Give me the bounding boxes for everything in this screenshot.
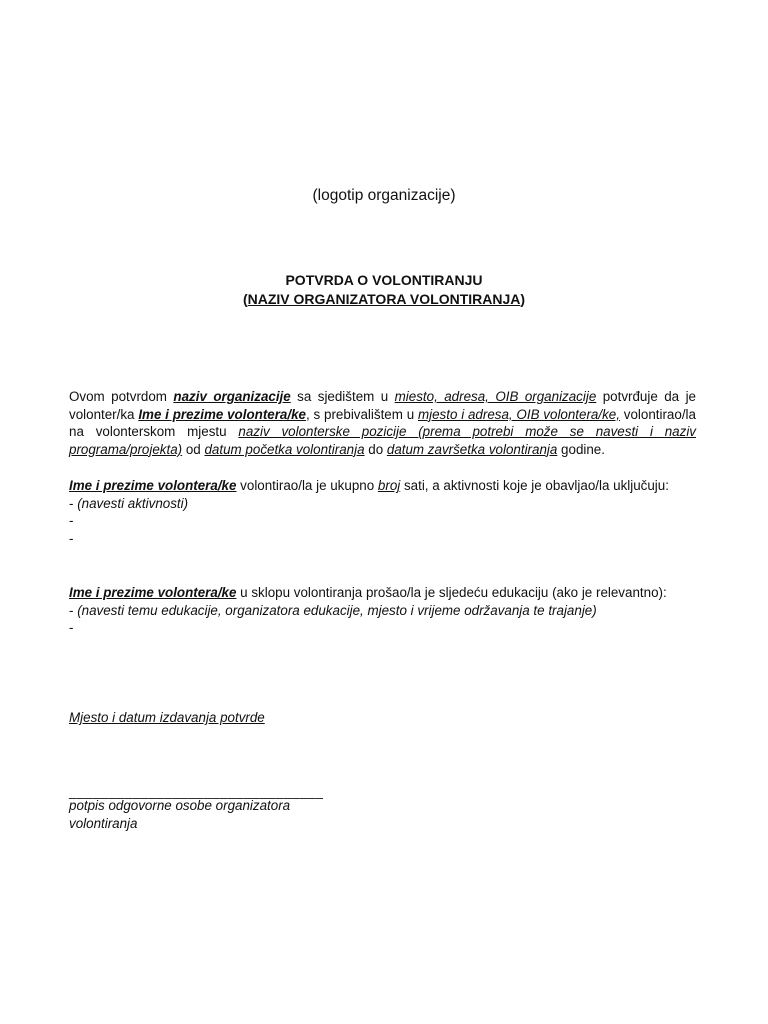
close-paren: )	[520, 291, 526, 307]
volunteer-address-field: mjesto i adresa, OIB volontera/ke,	[417, 406, 620, 422]
title-line: POTVRDA O VOLONTIRANJU	[285, 272, 483, 288]
confirmation-paragraph	[69, 388, 696, 458]
text: sati, a aktivnosti koje je obavljao/la uključuju:	[400, 478, 669, 493]
list-item: - (navesti aktivnosti)	[69, 495, 189, 511]
text: sa sjedištem u	[290, 389, 395, 404]
education-paragraph	[69, 584, 696, 637]
document-title	[0, 271, 768, 309]
organizer-line	[0, 290, 768, 309]
volunteer-name-field: Ime i prezime volontera/ke	[138, 406, 306, 422]
text: volontirao/la na volonterskom mjestu	[69, 406, 696, 440]
list-item: - (navesti temu edukacije, organizatora edukacije, mjesto i vrijeme održavanja te trajanje)	[69, 602, 597, 618]
place-date-field: Mjesto i datum izdavanja potvrde	[69, 710, 265, 725]
volunteer-name-field: Ime i prezime volontera/ke	[69, 478, 237, 493]
organizer-name: NAZIV ORGANIZATORA VOLONTIRANJA	[247, 291, 521, 307]
text: Ovom potvrdom	[69, 389, 174, 404]
end-date-field: datum završetka volontiranja	[386, 441, 558, 457]
list-item: -	[69, 620, 74, 636]
text: volontirao/la je ukupno	[236, 478, 378, 493]
activities-paragraph	[69, 477, 696, 547]
volunteer-position-field: naziv volonterske pozicije (prema potrebi može se navesti i naziv programa/projekta)	[69, 424, 696, 457]
list-item: -	[69, 513, 74, 529]
logo-placeholder: (logotip organizacije)	[312, 187, 456, 204]
organization-name-field: naziv organizacije	[173, 389, 291, 404]
text: , s prebivalištem u	[306, 406, 418, 422]
organization-address-field: miesto, adresa, OIB organizacije	[394, 389, 597, 404]
open-paren: (	[242, 291, 248, 307]
text: godine.	[557, 441, 605, 457]
start-date-field: datum početka volontiranja	[204, 441, 365, 457]
text: potvrđuje da je volonter/ka	[69, 389, 696, 422]
volunteer-name-field: Ime i prezime volontera/ke	[69, 585, 237, 600]
text: do	[364, 441, 387, 457]
text: od	[182, 441, 205, 457]
activities-placeholder: (navesti aktivnosti)	[77, 495, 189, 511]
signature-label: potpis odgovorne osobe organizatora volontiranja	[69, 798, 291, 831]
hours-field: broj	[377, 478, 401, 493]
signature-line: ________________________________	[69, 784, 324, 799]
text: u sklopu volontiranja prošao/la je sljedeću edukaciju (ako je relevantno):	[236, 585, 667, 600]
education-placeholder: (navesti temu edukacije, organizatora edukacije, mjesto i vrijeme održavanja te trajanje)	[77, 602, 597, 618]
list-item: -	[69, 530, 74, 546]
